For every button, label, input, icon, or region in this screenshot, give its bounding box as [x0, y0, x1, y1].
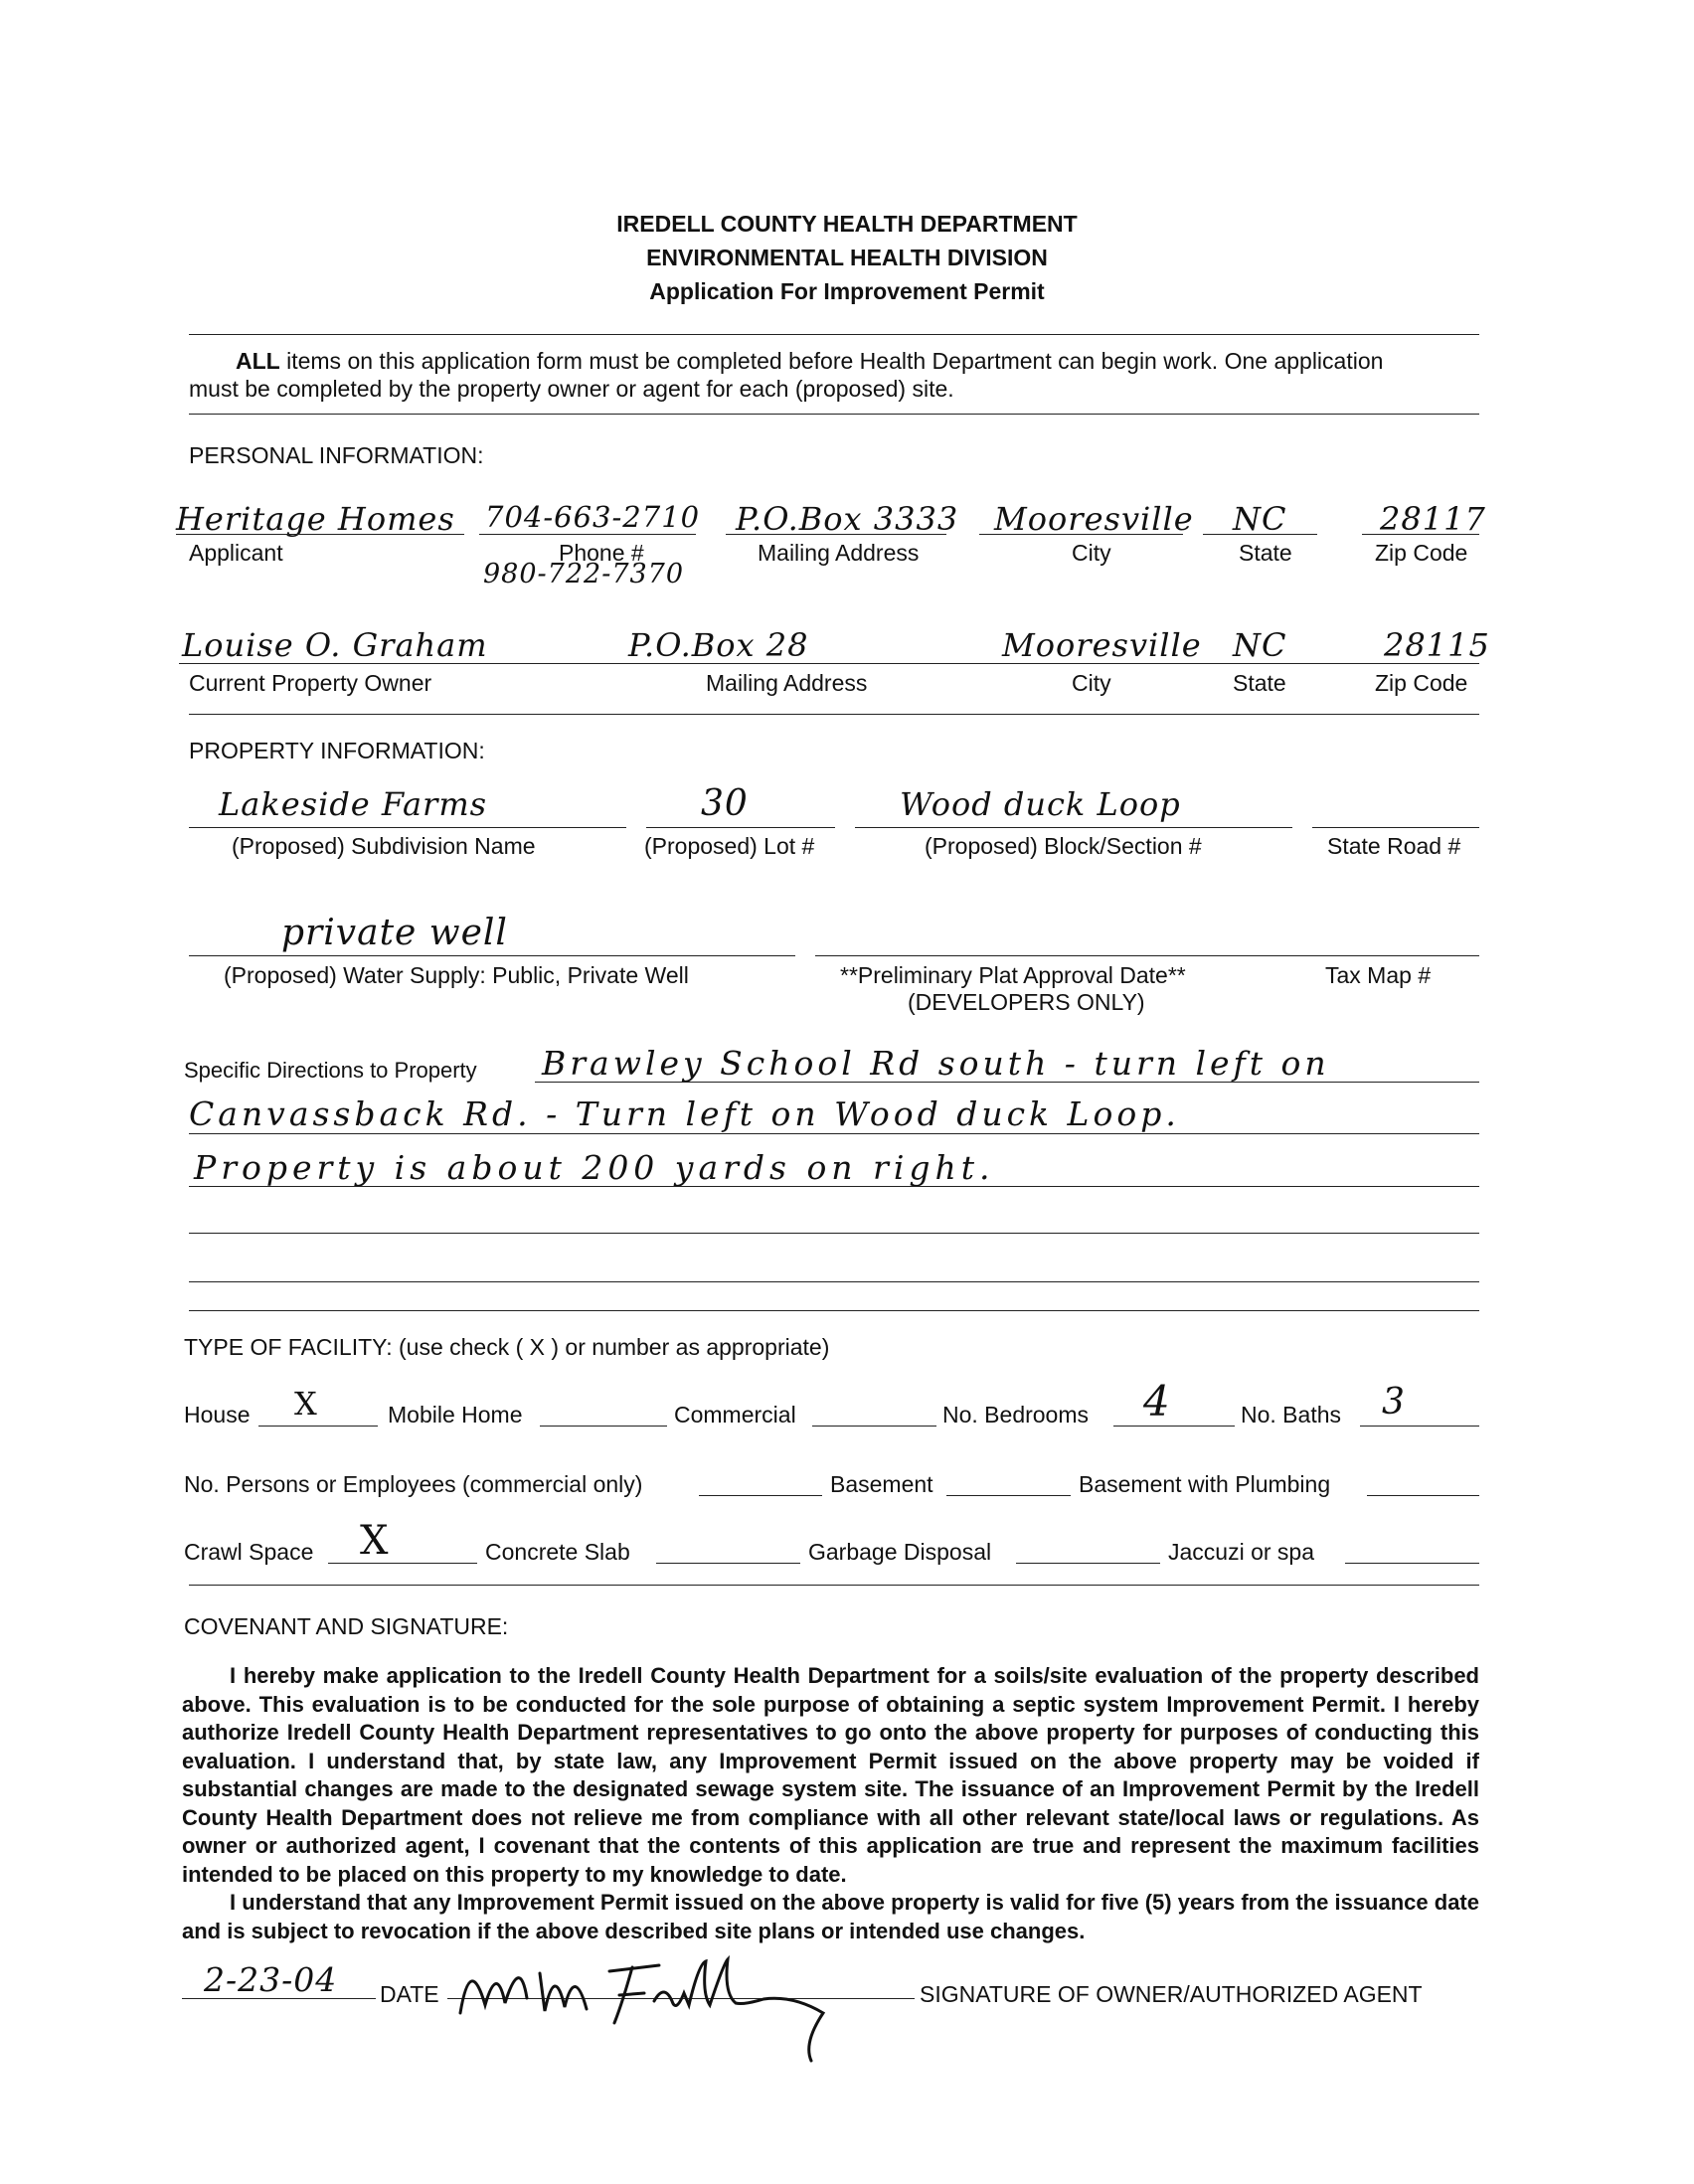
basement-plumbing-line	[1367, 1495, 1479, 1496]
garbage-line	[1016, 1563, 1160, 1564]
subdivision-value: Lakeside Farms	[219, 785, 488, 823]
divider	[189, 1310, 1479, 1311]
owner-line	[179, 663, 1479, 664]
subdivision-line	[189, 827, 626, 828]
lot-value: 30	[701, 783, 749, 824]
zip-label: Zip Code	[1375, 540, 1468, 566]
mobile-line	[540, 1426, 667, 1427]
applicant-value: Heritage Homes	[176, 500, 455, 538]
slab-line	[656, 1563, 800, 1564]
plat-approval-label: **Preliminary Plat Approval Date**	[840, 962, 1186, 988]
applicant-state-value: NC	[1233, 500, 1287, 538]
lot-line	[646, 827, 835, 828]
phone-label: Phone #	[559, 540, 644, 566]
covenant-paragraph-2: I understand that any Improvement Permit issued on the above property is valid for five (5) years from the issuance date and is subject to revocation if the above described site plans or intended use changes.	[182, 1890, 1479, 1943]
covenant-paragraph-1: I hereby make application to the Iredell County Health Department for a soils/site evaluation of the property described above. This evaluation is to be conducted for the sole purpose of obtaining a septic system Improvement Permit. I hereby authorize Iredell County Health Department representatives to go onto the above property for purposes of conducting this evaluation. I understand that, by state law, any Improvement Permit issued on the above property may be voided if substantial changes are made to the designated sewage system site. The issuance of an Improvement Permit by the Iredell County Health Department does not relieve me from compliance with all other relevant state/local laws or regulations. As owner or authorized agent, I covenant that the contents of this application are true and represent the maximum facilities intended to be placed on this property to my knowledge to date.	[182, 1663, 1479, 1887]
crawl-space-label: Crawl Space	[184, 1539, 314, 1565]
property-info-heading: PROPERTY INFORMATION:	[189, 738, 485, 763]
basement-label: Basement	[830, 1471, 933, 1497]
signature-label: SIGNATURE OF OWNER/AUTHORIZED AGENT	[920, 1981, 1423, 2007]
owner-city-value: Mooresville	[1002, 626, 1202, 664]
commercial-label: Commercial	[674, 1402, 796, 1428]
plat-line	[815, 955, 1287, 956]
divider	[189, 414, 1479, 415]
form-title: Application For Improvement Permit	[649, 278, 1045, 304]
phone-value-2: 980-722-7370	[483, 559, 685, 589]
baths-value: 3	[1382, 1382, 1406, 1423]
persons-label: No. Persons or Employees (commercial only)	[184, 1471, 643, 1497]
subdivision-label: (Proposed) Subdivision Name	[232, 833, 536, 859]
water-supply-label: (Proposed) Water Supply: Public, Private Well	[224, 962, 689, 988]
persons-line	[699, 1495, 822, 1496]
concrete-slab-label: Concrete Slab	[485, 1539, 630, 1565]
personal-info-heading: PERSONAL INFORMATION:	[189, 442, 484, 468]
directions-rule-5	[189, 1281, 1479, 1282]
phone-value: 704-663-2710	[485, 500, 701, 534]
road-line	[1312, 827, 1479, 828]
covenant-heading: COVENANT AND SIGNATURE:	[184, 1613, 509, 1639]
baths-line	[1360, 1426, 1479, 1427]
date-label: DATE	[380, 1981, 439, 2007]
crawl-line	[328, 1563, 477, 1564]
signature-image	[445, 1943, 863, 2068]
basement-line	[946, 1495, 1071, 1496]
jacuzzi-label: Jaccuzi or spa	[1168, 1539, 1315, 1565]
intro-line-2: must be completed by the property owner or agent for each (proposed) site.	[189, 376, 954, 402]
developers-only-label: (DEVELOPERS ONLY)	[908, 989, 1145, 1015]
department-title: IREDELL COUNTY HEALTH DEPARTMENT	[616, 211, 1078, 237]
intro-line-1: ALL items on this application form must be completed before Health Department can begin work. One application	[236, 348, 1384, 374]
crawl-space-value: X	[360, 1518, 390, 1564]
commercial-line	[812, 1426, 936, 1427]
mobile-home-label: Mobile Home	[388, 1402, 523, 1428]
owner-address-value: P.O.Box 28	[628, 626, 809, 664]
state-road-label: State Road #	[1327, 833, 1461, 859]
applicant-line	[176, 534, 464, 535]
directions-line-1: Brawley School Rd south - turn left on	[542, 1044, 1330, 1083]
garbage-disposal-label: Garbage Disposal	[808, 1539, 992, 1565]
directions-rule-1	[535, 1082, 1479, 1083]
house-value: X	[294, 1385, 318, 1423]
city-line	[979, 534, 1183, 535]
bedrooms-value: 4	[1143, 1377, 1171, 1426]
owner-label: Current Property Owner	[189, 670, 432, 696]
state-label: State	[1239, 540, 1292, 566]
mailing-address-label: Mailing Address	[758, 540, 920, 566]
directions-rule-2	[189, 1133, 1479, 1134]
directions-line-2: Canvassback Rd. - Turn left on Wood duck Loop.	[189, 1094, 1180, 1133]
owner-zip-label: Zip Code	[1375, 670, 1468, 696]
water-line	[189, 955, 795, 956]
block-line	[855, 827, 1292, 828]
applicant-label: Applicant	[189, 540, 283, 566]
divider	[189, 334, 1479, 335]
zip-line	[1362, 534, 1479, 535]
bedrooms-line	[1113, 1426, 1235, 1427]
house-line	[258, 1426, 378, 1427]
divider	[189, 714, 1479, 715]
directions-rule-3	[189, 1186, 1479, 1187]
applicant-zip-value: 28117	[1380, 500, 1486, 538]
facility-heading: TYPE OF FACILITY: (use check ( X ) or number as appropriate)	[184, 1334, 830, 1360]
house-label: House	[184, 1402, 251, 1428]
directions-rule-4	[189, 1233, 1479, 1234]
basement-plumbing-label: Basement with Plumbing	[1079, 1471, 1331, 1497]
block-value: Wood duck Loop	[900, 785, 1181, 823]
bedrooms-label: No. Bedrooms	[942, 1402, 1090, 1428]
owner-zip-value: 28115	[1384, 626, 1490, 664]
address-line	[726, 534, 946, 535]
taxmap-line	[1282, 955, 1479, 956]
block-label: (Proposed) Block/Section #	[925, 833, 1202, 859]
phone-line	[479, 534, 696, 535]
owner-state-value: NC	[1233, 626, 1287, 664]
owner-value: Louise O. Graham	[182, 626, 488, 664]
owner-city-label: City	[1072, 670, 1111, 696]
city-label: City	[1072, 540, 1111, 566]
applicant-address-value: P.O.Box 3333	[736, 500, 959, 538]
lot-label: (Proposed) Lot #	[644, 833, 815, 859]
baths-label: No. Baths	[1241, 1402, 1341, 1428]
divider	[189, 1585, 1479, 1586]
water-supply-value: private well	[281, 913, 508, 953]
date-line	[182, 1998, 376, 1999]
directions-label: Specific Directions to Property	[184, 1058, 477, 1083]
directions-line-3: Property is about 200 yards on right.	[194, 1148, 995, 1187]
jacuzzi-line	[1345, 1563, 1479, 1564]
owner-state-label: State	[1233, 670, 1286, 696]
covenant-text	[182, 1662, 1479, 1945]
division-title: ENVIRONMENTAL HEALTH DIVISION	[646, 245, 1048, 270]
date-value: 2-23-04	[204, 1960, 338, 1999]
tax-map-label: Tax Map #	[1325, 962, 1432, 988]
state-line	[1203, 534, 1317, 535]
applicant-city-value: Mooresville	[994, 500, 1194, 538]
owner-address-label: Mailing Address	[706, 670, 868, 696]
